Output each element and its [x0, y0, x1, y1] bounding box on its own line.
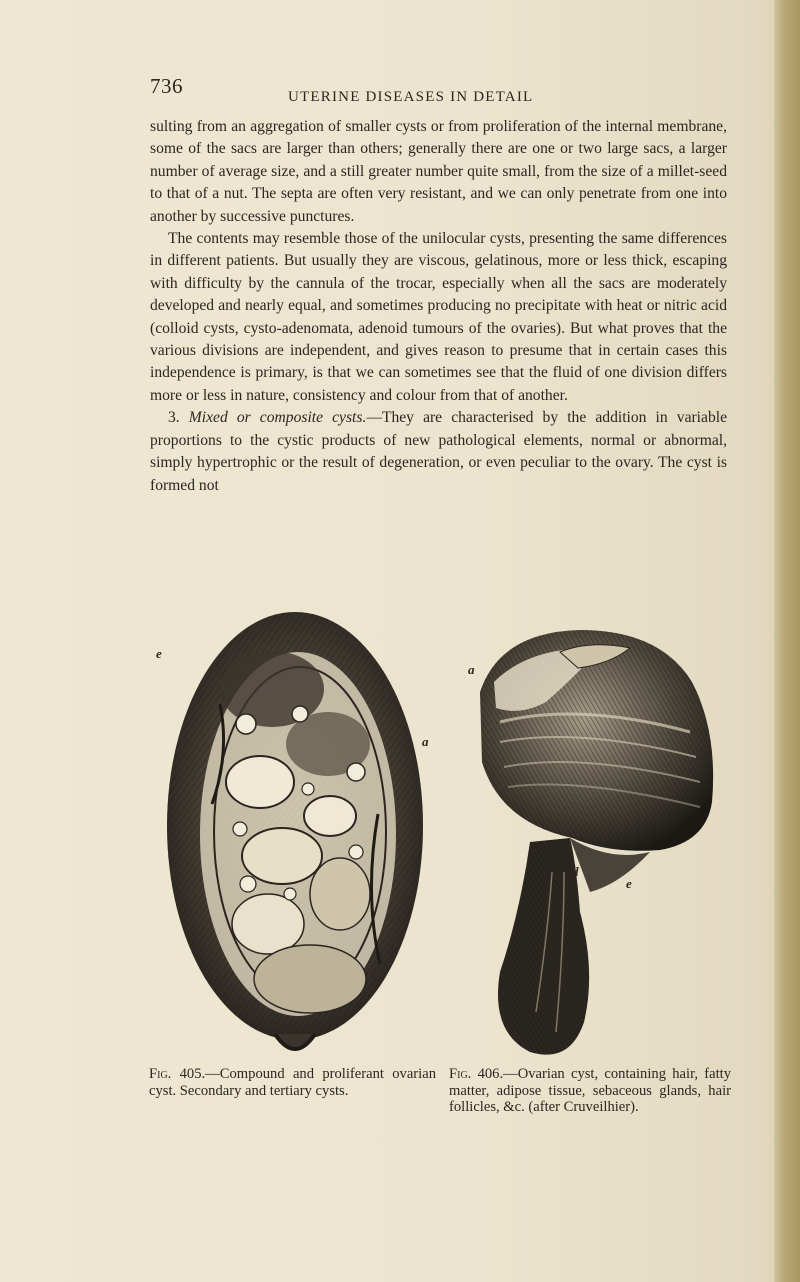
page-number: 736 — [150, 74, 183, 98]
caption-text-406: —Ovarian cyst, containing hair, fatty matter, adipose tissue, sebaceous glands, hair follicles, &c. (after Cruveilhier). — [449, 1066, 731, 1115]
section-heading: Mixed or composite cysts. — [188, 409, 367, 427]
section-text: —They are characterised by the addition in variable proportions to the cystic products of new pathological elements, normal or abnormal, simply hypertrophic or the result of degeneration, or even peculiar to the ovary. The cyst is formed not — [150, 409, 727, 494]
section-number: 3. — [168, 409, 180, 427]
body-text — [150, 116, 727, 497]
caption-fig-406 — [449, 1066, 731, 1116]
figure-letter-e-right: e — [626, 876, 632, 891]
paragraph-1: sulting from an aggregation of smaller cysts or from proliferation of the internal membrane, some of the sacs are larger than others; generally there are one or two large sacs, a larger number of average size, and a still greater number quite small, from the size of a millet-seed to that of a nut. The septa are often very resistant, and we can only penetrate from one into another by successive punctures. — [150, 118, 727, 225]
caption-text-405: —Compound and proliferant ovarian cyst. Secondary and tertiary cysts. — [149, 1066, 436, 1099]
paragraph-3 — [150, 407, 727, 497]
figure-letter-a-right: a — [468, 662, 475, 677]
page-edge — [774, 0, 800, 1282]
figure-letter-e: e — [156, 646, 162, 661]
figure-letter-a: a — [422, 734, 429, 749]
figure-captions — [149, 1066, 731, 1156]
figure-405-illustration — [150, 594, 440, 1064]
paragraph-2: The contents may resemble those of the unilocular cysts, presenting the same differences in different patients. But usually they are viscous, gelatinous, more or less thick, escaping with difficulty by the cannula of the trocar, especially when all the sacs are moderately developed and nearly equal, and sometimes producing no precipitate with heat or nitric acid (colloid cysts, cysto-adenomata, adenoid tumours of the ovaries). But what proves that the various divisions are independent, and gives reason to presume that in certain cases this independence is primary, is that we can sometimes see that the fluid of one division differs more or less in nature, consistency and colour from that of another. — [150, 230, 727, 404]
figure-letter-a-bottom: a — [274, 1022, 281, 1037]
caption-label-406: Fig. 406. — [449, 1066, 504, 1082]
caption-fig-405 — [149, 1066, 436, 1099]
figures — [150, 594, 730, 1064]
figure-letter-d: d — [572, 864, 579, 879]
running-head: UTERINE DISEASES IN DETAIL — [288, 89, 534, 105]
page-header — [150, 74, 710, 104]
caption-label-405: Fig. 405. — [149, 1066, 206, 1082]
figure-406-illustration — [460, 612, 730, 1064]
